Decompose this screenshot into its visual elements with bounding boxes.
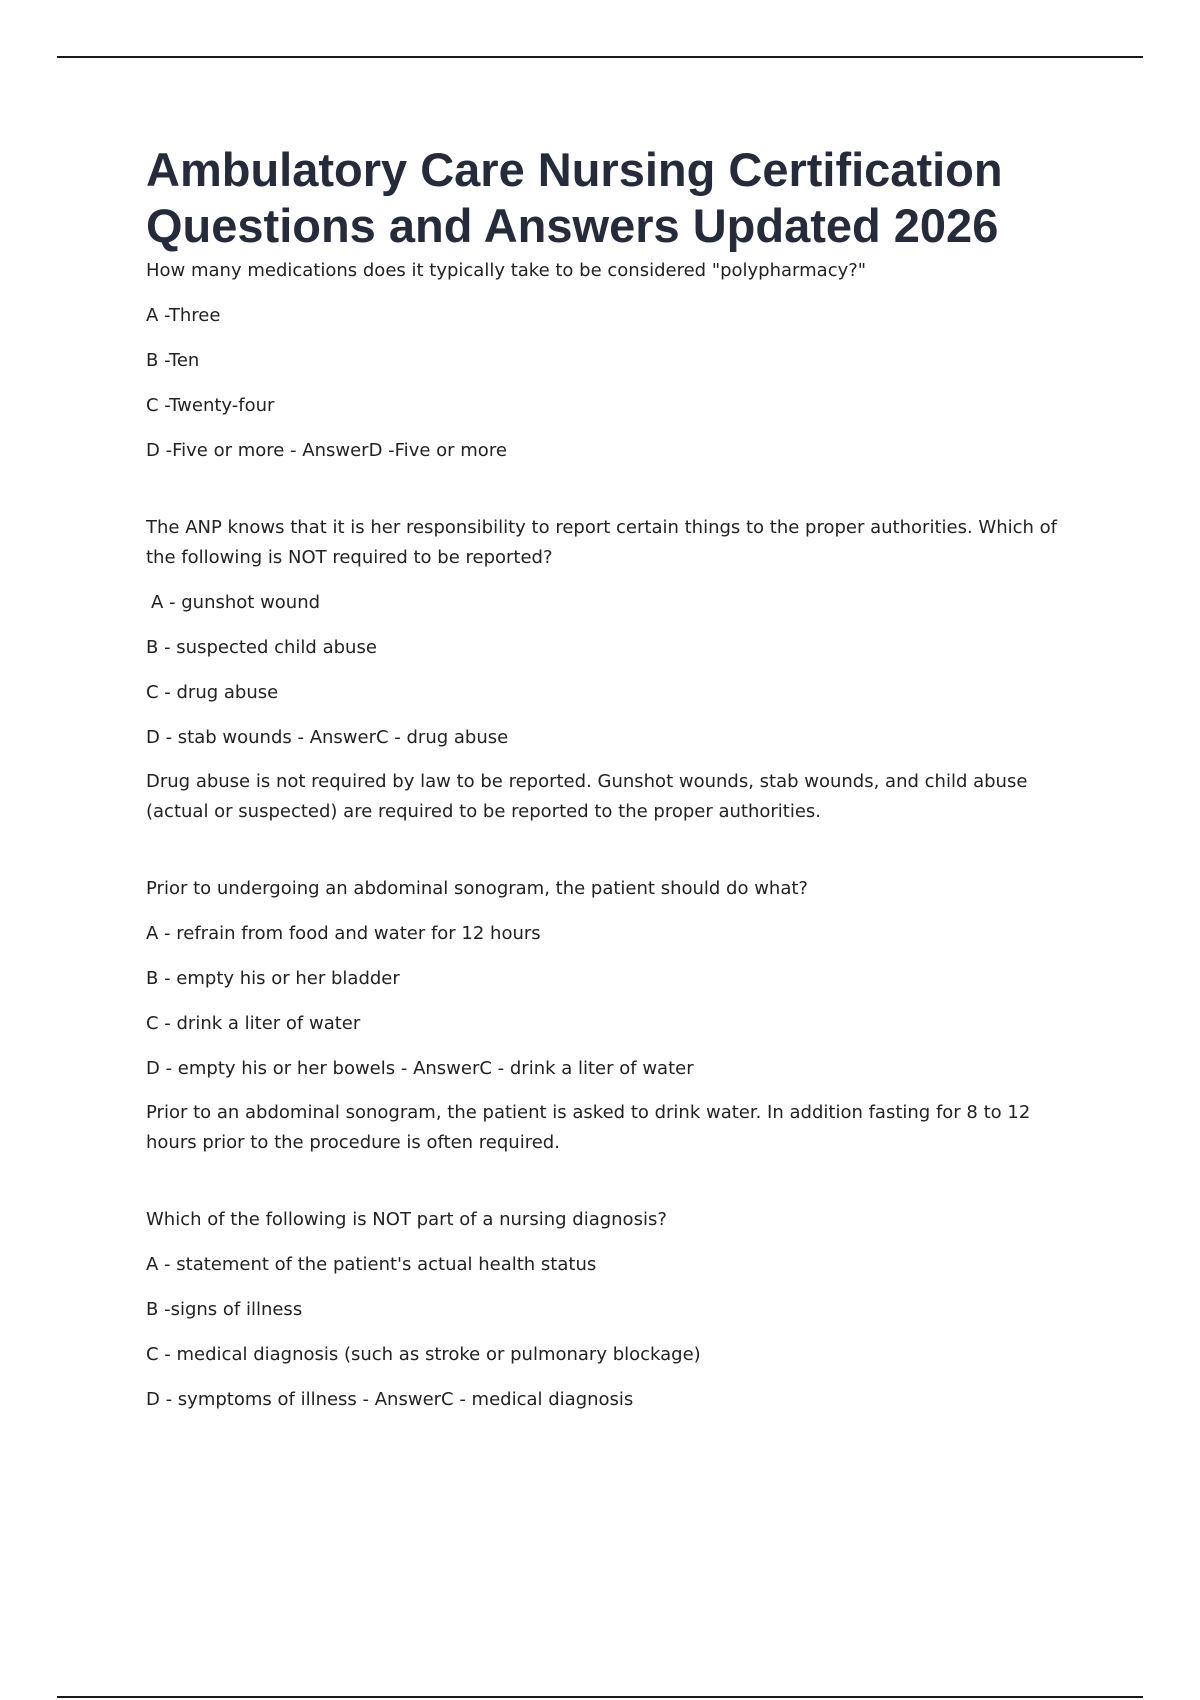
answer-option: B -Ten: [146, 350, 200, 371]
question-block-1: [146, 256, 1066, 466]
question-text: The ANP knows that it is her responsibility to report certain things to the proper authorities. Which of the following is NOT required to be reported?: [146, 517, 1057, 568]
answer-explanation: Drug abuse is not required by law to be reported. Gunshot wounds, stab wounds, and child abuse (actual or suspected) are required to be reported to the proper authorities.: [146, 771, 1028, 822]
question-text: How many medications does it typically take to be considered "polypharmacy?": [146, 260, 867, 281]
header-rule: [57, 56, 1143, 58]
question-text: Prior to undergoing an abdominal sonogram, the patient should do what?: [146, 878, 808, 899]
answer-option: B - empty his or her bladder: [146, 968, 400, 989]
document-title: Ambulatory Care Nursing Certification Questions and Answers Updated 2026: [146, 143, 1003, 252]
answer-option: C - drink a liter of water: [146, 1013, 361, 1034]
answer-option: C -Twenty-four: [146, 395, 275, 416]
answer-option: C - medical diagnosis (such as stroke or pulmonary blockage): [146, 1344, 701, 1365]
question-block-4: [146, 1205, 1066, 1415]
answer-option: D - empty his or her bowels - AnswerC - drink a liter of water: [146, 1058, 694, 1079]
answer-option: D -Five or more - AnswerD -Five or more: [146, 440, 507, 461]
answer-option: A - gunshot wound: [151, 592, 321, 613]
answer-option: A -Three: [146, 305, 221, 326]
question-block-2: [146, 513, 1066, 827]
answer-explanation: Prior to an abdominal sonogram, the patient is asked to drink water. In addition fasting for 8 to 12 hours prior to the procedure is often required.: [146, 1102, 1031, 1153]
answer-option: D - symptoms of illness - AnswerC - medical diagnosis: [146, 1389, 634, 1410]
answer-option: A - refrain from food and water for 12 hours: [146, 923, 541, 944]
answer-option: A - statement of the patient's actual health status: [146, 1254, 597, 1275]
qa-content: [146, 256, 1066, 1415]
answer-option: B - suspected child abuse: [146, 637, 377, 658]
answer-option: B -signs of illness: [146, 1299, 303, 1320]
answer-option: D - stab wounds - AnswerC - drug abuse: [146, 727, 509, 748]
footer-rule: [57, 1696, 1143, 1698]
question-text: Which of the following is NOT part of a nursing diagnosis?: [146, 1209, 667, 1230]
question-block-3: [146, 874, 1066, 1158]
answer-option: C - drug abuse: [146, 682, 279, 703]
